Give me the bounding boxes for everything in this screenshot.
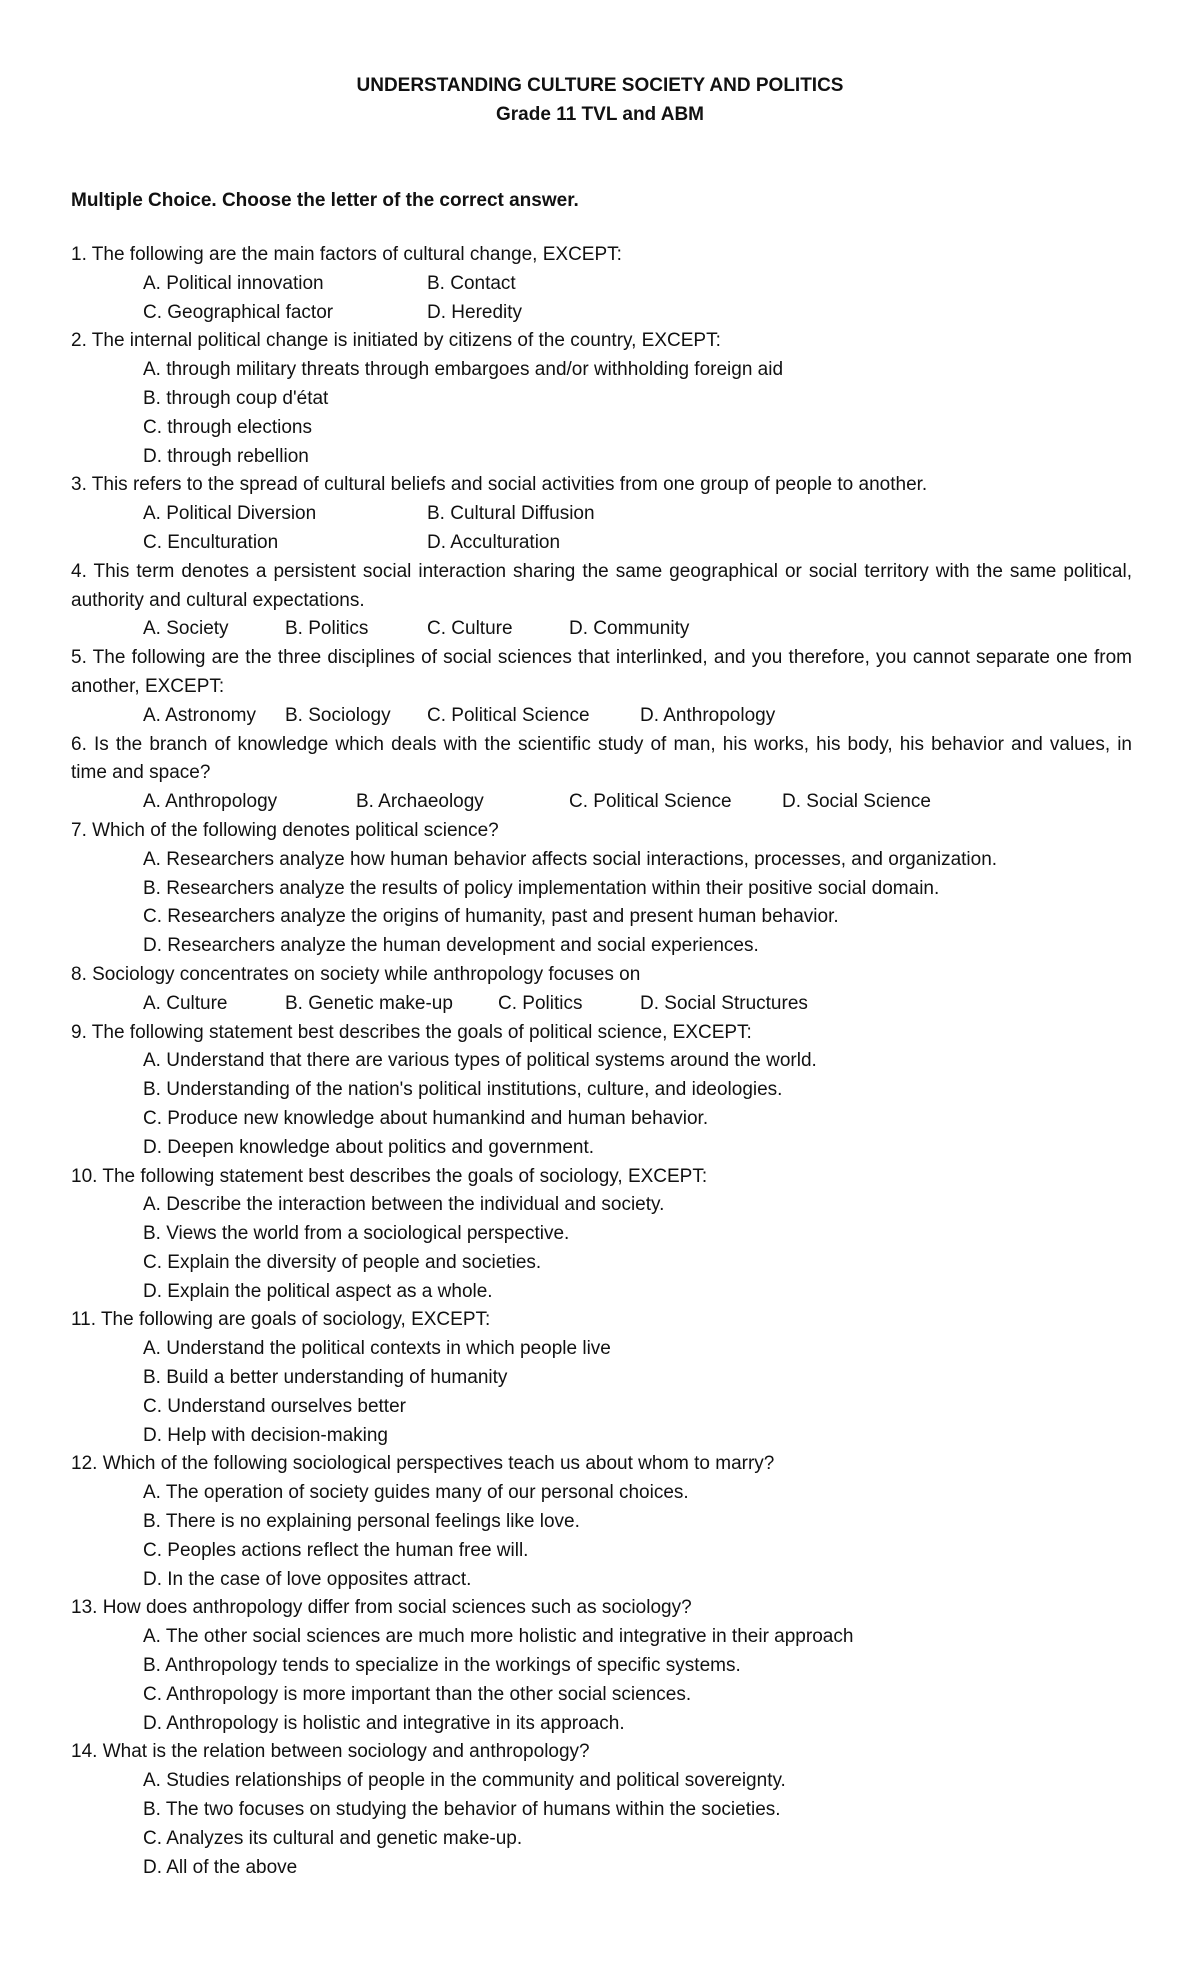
- answer-option: C. Geographical factor: [143, 301, 334, 323]
- answer-option: B. There is no explaining personal feelings like love.: [143, 1511, 580, 1533]
- question-item: [71, 327, 1132, 471]
- answer-option: B. Politics: [285, 618, 369, 640]
- question-item: [71, 558, 1132, 644]
- answer-option: C. Analyzes its cultural and genetic make-up.: [143, 1827, 523, 1849]
- option-row: [71, 990, 1132, 1019]
- question-item: [71, 1163, 1132, 1307]
- question-item: [71, 1594, 1132, 1738]
- answer-option: B. Archaeology: [356, 791, 484, 813]
- answer-option: A. Culture: [143, 992, 228, 1014]
- answer-option: A. Political Diversion: [143, 503, 317, 525]
- answer-option: B. Understanding of the nation's political institutions, culture, and ideologies.: [143, 1079, 783, 1101]
- answer-option: A. Understand the political contexts in which people live: [143, 1338, 611, 1360]
- option-row: [71, 615, 1132, 644]
- option-row: [71, 270, 1132, 299]
- question-item: [71, 817, 1132, 961]
- answer-option: D. through rebellion: [143, 445, 309, 467]
- answer-option: C. Political Science: [427, 704, 590, 726]
- option-row: [71, 702, 1132, 731]
- question-item: [71, 1450, 1132, 1594]
- answer-option: B. Build a better understanding of humanity: [143, 1367, 508, 1389]
- answer-option: D. Social Science: [782, 791, 931, 813]
- answer-option: A. Understand that there are various types of political systems around the world.: [143, 1050, 817, 1072]
- question-stem: 4. This term denotes a persistent social interaction sharing the same geographical or social territory with the same political, authority and cultural expectations.: [71, 560, 1132, 611]
- question-stem: 2. The internal political change is initiated by citizens of the country, EXCEPT:: [71, 330, 721, 352]
- answer-option: D. In the case of love opposites attract.: [143, 1568, 472, 1590]
- answer-option: D. Social Structures: [640, 992, 808, 1014]
- question-stem: 12. Which of the following sociological perspectives teach us about whom to marry?: [71, 1453, 775, 1475]
- question-item: [71, 1738, 1132, 1882]
- question-item: [71, 241, 1132, 327]
- question-stem: 1. The following are the main factors of cultural change, EXCEPT:: [71, 244, 622, 265]
- answer-option: B. Views the world from a sociological perspective.: [143, 1223, 570, 1245]
- answer-option: D. Anthropology is holistic and integrative in its approach.: [143, 1712, 625, 1734]
- question-stem: 5. The following are the three disciplines of social sciences that interlinked, and you therefore, you cannot separate one from another, EXCEPT:: [71, 647, 1132, 697]
- question-item: [71, 731, 1132, 817]
- question-item: [71, 471, 1132, 557]
- answer-option: C. Political Science: [569, 791, 732, 813]
- answer-option: D. Explain the political aspect as a whole.: [143, 1280, 493, 1302]
- answer-option: B. The two focuses on studying the behavior of humans within the societies.: [143, 1799, 781, 1821]
- answer-option: D. All of the above: [143, 1856, 298, 1878]
- answer-option: C. Researchers analyze the origins of humanity, past and present human behavior.: [143, 906, 839, 928]
- answer-option: A. through military threats through embargoes and/or withholding foreign aid: [143, 359, 784, 381]
- document-title: UNDERSTANDING CULTURE SOCIETY AND POLITICS: [356, 75, 844, 96]
- option-row: [71, 529, 1132, 558]
- instructions: Multiple Choice. Choose the letter of the correct answer.: [71, 190, 579, 211]
- question-item: [71, 1306, 1132, 1450]
- option-row: [71, 500, 1132, 529]
- answer-option: D. Researchers analyze the human development and social experiences.: [143, 935, 759, 957]
- question-stem: 13. How does anthropology differ from social sciences such as sociology?: [71, 1597, 692, 1619]
- answer-option: C. Culture: [427, 618, 513, 640]
- answer-option: C. Explain the diversity of people and societies.: [143, 1251, 542, 1273]
- question-item: [71, 644, 1132, 730]
- answer-option: A. The operation of society guides many of our personal choices.: [143, 1482, 689, 1504]
- question-item: [71, 961, 1132, 1019]
- answer-option: C. Politics: [498, 992, 583, 1014]
- answer-option: B. Cultural Diffusion: [427, 503, 595, 525]
- document-subtitle: Grade 11 TVL and ABM: [496, 104, 704, 125]
- option-row: [71, 299, 1132, 328]
- answer-option: A. Anthropology: [143, 791, 278, 813]
- answer-option: C. Produce new knowledge about humankind and human behavior.: [143, 1107, 709, 1129]
- answer-option: A. Describe the interaction between the individual and society.: [143, 1194, 665, 1216]
- answer-option: A. Studies relationships of people in the community and political sovereignty.: [143, 1770, 786, 1792]
- question-stem: 7. Which of the following denotes political science?: [71, 819, 499, 841]
- answer-option: B. Genetic make-up: [285, 992, 453, 1014]
- answer-option: D. Community: [569, 618, 690, 640]
- question-stem: 10. The following statement best describes the goals of sociology, EXCEPT:: [71, 1165, 708, 1187]
- answer-option: C. Understand ourselves better: [143, 1395, 406, 1417]
- answer-option: C. through elections: [143, 416, 312, 438]
- answer-option: D. Help with decision-making: [143, 1424, 388, 1446]
- answer-option: A. Society: [143, 618, 229, 640]
- answer-option: A. Researchers analyze how human behavior affects social interactions, processes, and organization.: [143, 848, 998, 870]
- question-stem: 6. Is the branch of knowledge which deals with the scientific study of man, his works, his body, his behavior and values, in time and space?: [71, 733, 1132, 784]
- answer-option: B. through coup d'état: [143, 387, 329, 409]
- answer-option: D. Anthropology: [640, 704, 776, 726]
- answer-option: A. Political innovation: [143, 272, 324, 294]
- answer-option: C. Anthropology is more important than the other social sciences.: [143, 1683, 692, 1705]
- question-list: [71, 241, 1132, 1882]
- option-row: [71, 788, 1132, 817]
- answer-option: B. Contact: [427, 272, 516, 294]
- answer-option: C. Enculturation: [143, 531, 279, 553]
- question-stem: 14. What is the relation between sociology and anthropology?: [71, 1741, 590, 1763]
- answer-option: A. Astronomy: [143, 704, 256, 726]
- answer-option: C. Peoples actions reflect the human free will.: [143, 1539, 529, 1561]
- answer-option: B. Anthropology tends to specialize in the workings of specific systems.: [143, 1655, 741, 1677]
- question-stem: 11. The following are goals of sociology, EXCEPT:: [71, 1309, 491, 1331]
- question-stem: 8. Sociology concentrates on society while anthropology focuses on: [71, 963, 641, 985]
- answer-option: B. Sociology: [285, 704, 391, 726]
- answer-option: D. Heredity: [427, 301, 523, 323]
- answer-option: D. Deepen knowledge about politics and government.: [143, 1136, 595, 1158]
- answer-option: D. Acculturation: [427, 531, 561, 553]
- answer-option: A. The other social sciences are much more holistic and integrative in their approach: [143, 1626, 854, 1648]
- answer-option: B. Researchers analyze the results of policy implementation within their positive social domain.: [143, 877, 940, 899]
- question-item: [71, 1019, 1132, 1163]
- question-stem: 9. The following statement best describes the goals of political science, EXCEPT:: [71, 1021, 752, 1043]
- question-stem: 3. This refers to the spread of cultural beliefs and social activities from one group of people to another.: [71, 474, 928, 496]
